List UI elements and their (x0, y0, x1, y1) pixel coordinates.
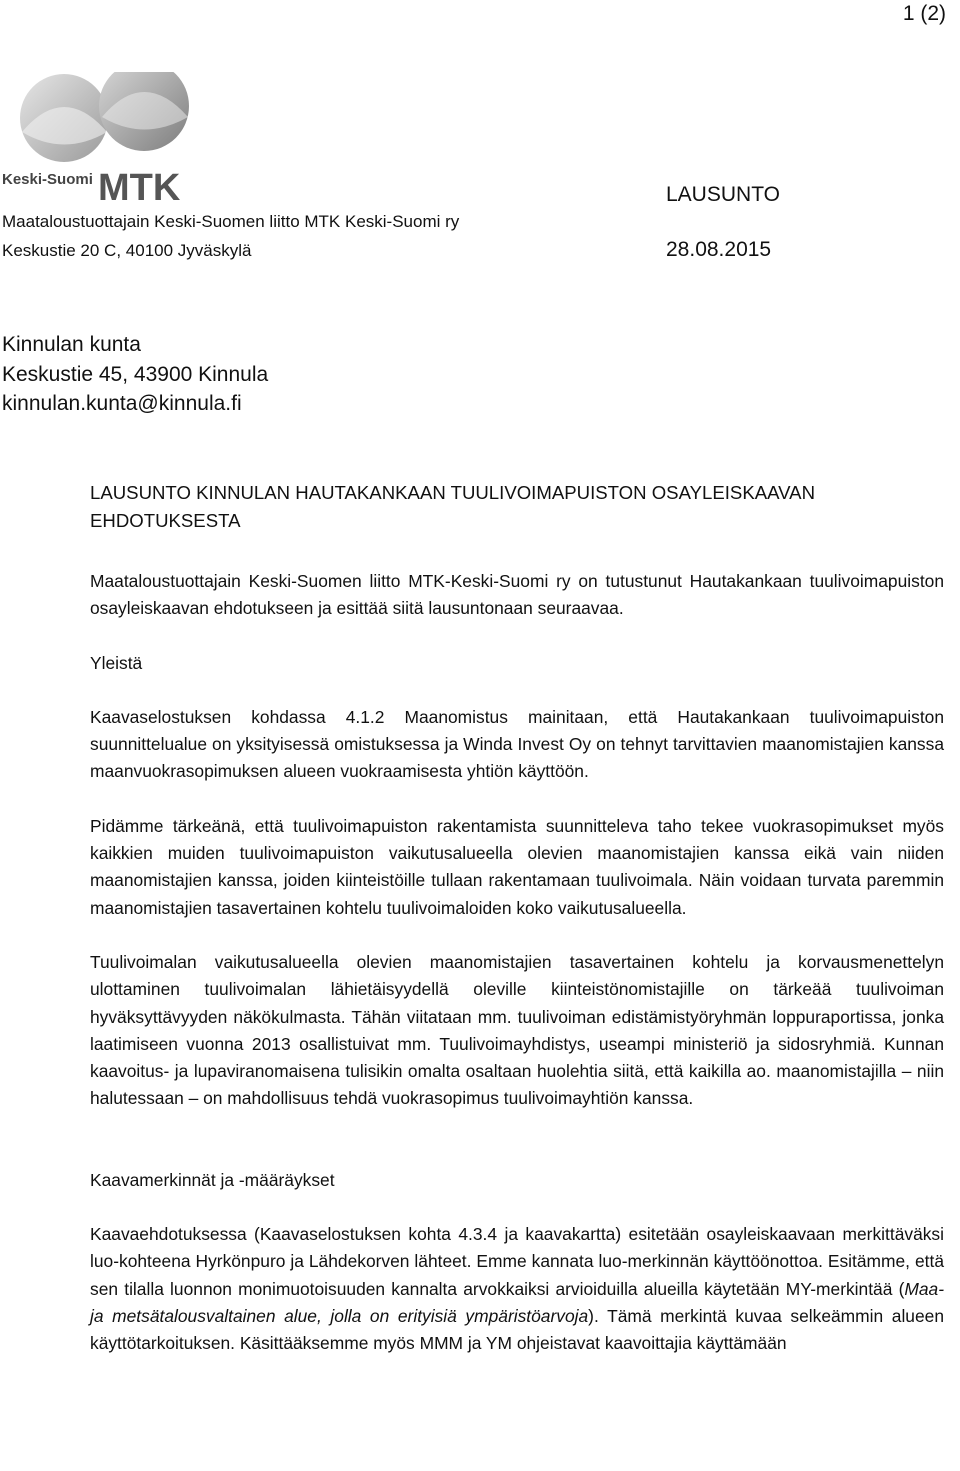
section-heading-plan-markings: Kaavamerkinnät ja -määräykset (90, 1169, 335, 1190)
statement-body (90, 479, 944, 1385)
recipient-block (2, 330, 268, 419)
plan-markings-text-end: ). Tämä merkintä kuvaa selkeämmin alueen käyttötarkoituksen. Käsittääksemme myös MMM ja YM ohjeistavat kaavoittajia käyttämään (90, 1305, 944, 1354)
plan-markings-text-start: Kaavaehdotuksessa (Kaavaselostuksen kohta 4.3.4 ja kaavakartta) esitetään osayleiskaavaan merkittäväksi luo-kohteena Hyrkönpuro ja Lähdekorven lähteet. Emme kannata luo-merkinnän käyttöönottoa. Esitämme, että sen tilalla luonnon monimuotoisuuden kannalta arvokkaiksi arvioiduilla alueilla käytetään MY-merkintää ( (90, 1224, 944, 1299)
recipient-email[interactable]: kinnulan.kunta@kinnula.fi (2, 392, 242, 415)
sender-address: Keskustie 20 C, 40100 Jyväskylä (2, 241, 252, 260)
section-heading-general: Yleistä (90, 652, 143, 673)
plan-markings-italic-definition: Maa- ja metsätalousvaltainen alue, jolla on erityisiä ympäristöarvoja (90, 1278, 944, 1326)
document-date: 28.08.2015 (666, 238, 772, 261)
mtk-logo (2, 72, 192, 202)
intro-paragraph: Maataloustuottajain Keski-Suomen liitto MTK-Keski-Suomi ry on tutustunut Hautakankaan tuulivoimapuiston osayleiskaavan ehdotukseen ja esittää siitä lausuntonaan seuraavaa. (90, 571, 944, 619)
recipient-name: Kinnulan kunta (2, 333, 141, 356)
sender-organization: Maataloustuottajain Keski-Suomen liitto MTK Keski-Suomi ry (2, 212, 460, 231)
paragraph-lease-agreements: Pidämme tärkeänä, että tuulivoimapuiston rakentamista suunnitteleva taho tekee vuokrasopimukset myös kaikkien muiden tuulivoimapuiston vaikutusalueella olevien maanomistajien kanssa eikä vain niiden maanomistajien kanssa, joiden kiinteistöille tullaan rakentamaan tuulivoimala. Näin voidaan turvata paremmin maanomistajien tasavertainen kohtelu tuulivoimaloiden koko vaikutusalueella. (90, 815, 944, 918)
recipient-address: Keskustie 45, 43900 Kinnula (2, 362, 269, 386)
logo-brand-text: MTK (98, 167, 181, 202)
mtk-logo-graphic (2, 72, 192, 202)
statement-title: LAUSUNTO KINNULAN HAUTAKANKAAN TUULIVOIMAPUISTON OSAYLEISKAAVAN EHDOTUKSESTA (90, 482, 815, 531)
logo-region-text: Keski-Suomi (2, 171, 93, 188)
paragraph-equal-treatment: Tuulivoimalan vaikutusalueella olevien maanomistajien tasavertainen kohtelu ja korvausmenettelyn ulottaminen tuulivoimalan lähietäisyydellä oleville kiinteistönomistajille on tärkeää tuulivoiman hyväksyttävyyden näkökulmasta. Tähän viitataan mm. tuulivoiman edistämistyöryhmän loppuraportissa, jonka laatimiseen vuonna 2013 osallistuivat mm. Tuulivoimayhdistys, useampi ministeriö ja sidosryhmiä. Kunnan kaavoitus- ja lupaviranomaisena tulisikin omalta osaltaan huolehtia siitä, että kaikilla ao. maanomistajilla – niin halutessaan – on mahdollisuus tehdä vuokrasopimus tuulivoimayhtiön kanssa. (90, 951, 944, 1109)
paragraph-land-ownership: Kaavaselostuksen kohdassa 4.1.2 Maanomistus mainitaan, että Hautakankaan tuulivoimapuiston suunnittelualue on yksityisessä omistuksessa ja Winda Invest Oy on tehnyt tarvittavien maanomistajien kanssa maanvuokrasopimuksen alueen vuokraamisesta yhtiön käyttöön. (90, 706, 944, 782)
paragraph-plan-markings (90, 1221, 944, 1357)
page-number: 1 (2) (902, 2, 946, 25)
document-type: LAUSUNTO (666, 183, 780, 206)
